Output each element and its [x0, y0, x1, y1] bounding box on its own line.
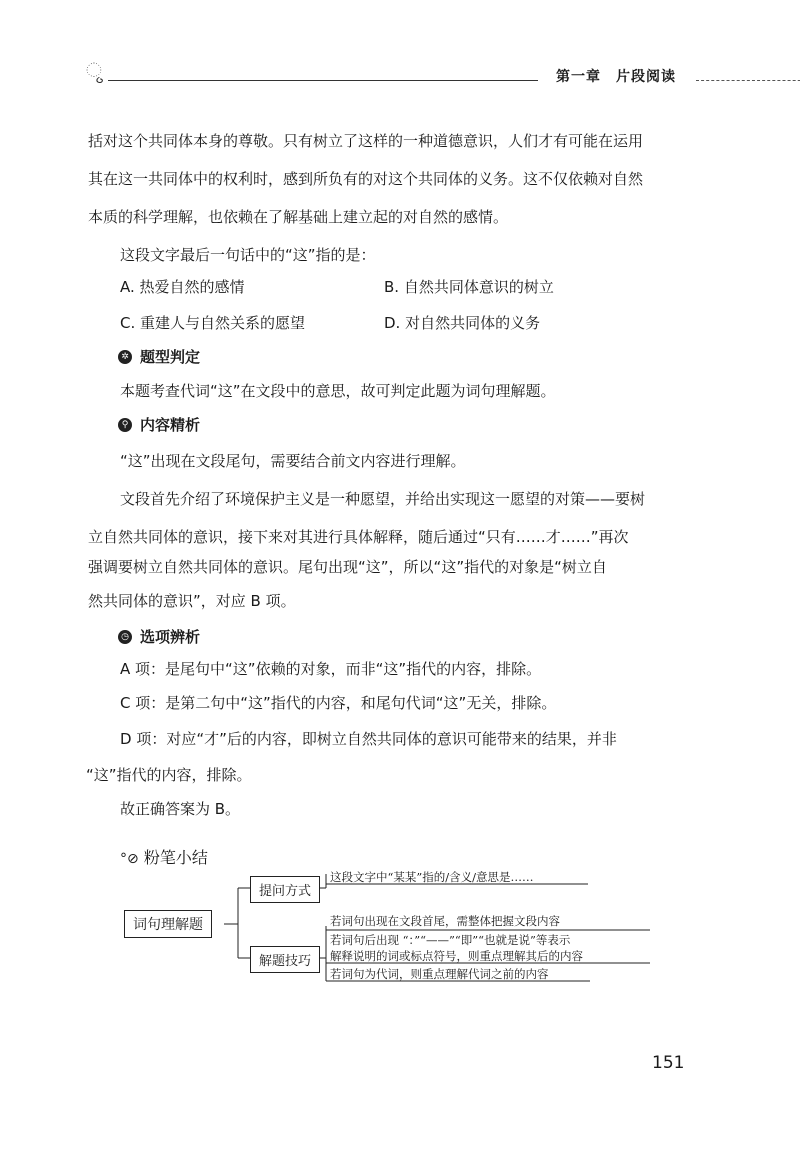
type-heading-label: 题型判定 — [140, 348, 201, 366]
mindmap-tip: 若词句为代词，则重点理解代词之前的内容 — [330, 967, 549, 981]
chalk-icon: °⊘ — [120, 851, 139, 867]
option-heading — [118, 626, 200, 647]
option-b: B. 自然共同体意识的树立 — [384, 278, 554, 296]
option-c: C. 重建人与自然关系的愿望 — [120, 314, 306, 332]
header-rule-right — [696, 80, 800, 81]
option-analysis-line: “这”指代的内容，排除。 — [86, 766, 252, 784]
option-heading-label: 选项辨析 — [140, 628, 201, 646]
mindmap-branch-techniques: 解题技巧 — [250, 946, 320, 973]
passage-line: 其在这一共同体中的权利时，感到所负有的对这个共同体的义务。这不仅依赖对自然 — [88, 170, 644, 188]
mindmap-tip: 解释说明的词或标点符号，则重点理解其后的内容 — [330, 949, 583, 963]
option-d: D. 对自然共同体的义务 — [384, 314, 541, 332]
page-header — [86, 58, 736, 88]
type-text: 本题考查代词“这”在文段中的意思，故可判定此题为词句理解题。 — [120, 382, 556, 400]
summary-mindmap — [120, 866, 680, 986]
question-text: 这段文字最后一句话中的“这”指的是： — [120, 246, 376, 264]
type-heading — [118, 346, 200, 367]
passage-line: 本质的科学理解，也依赖在了解基础上建立起的对自然的感情。 — [88, 208, 509, 226]
content-line: 立自然共同体的意识，接下来对其进行具体解释，随后通过“只有……才……”再次 — [88, 528, 629, 546]
mindmap-branch-question-method: 提问方式 — [250, 876, 320, 903]
mindmap-question-text: 这段文字中“某某”指的/含义/意思是…… — [330, 870, 534, 884]
content-heading — [118, 414, 200, 435]
option-analysis-line: A 项：是尾句中“这”依赖的对象，而非“这”指代的内容，排除。 — [120, 660, 542, 678]
answer-text: 故正确答案为 B。 — [120, 800, 241, 818]
option-analysis-line: D 项：对应“才”后的内容，即树立自然共同体的意识可能带来的结果，并非 — [120, 730, 617, 748]
clock-icon: ◷ — [118, 630, 132, 644]
option-a: A. 热爱自然的感情 — [120, 278, 245, 296]
summary-title — [120, 845, 208, 868]
content-line: 然共同体的意识”，对应 B 项。 — [88, 592, 296, 610]
gear-icon: ✲ — [118, 350, 132, 364]
magnifier-icon: ⚲ — [118, 418, 132, 432]
mindmap-tip: 若词句出现在文段首尾，需整体把握文段内容 — [330, 914, 560, 928]
mindmap-root: 词句理解题 — [124, 910, 212, 938]
content-heading-label: 内容精析 — [140, 416, 201, 434]
summary-title-label: 粉笔小结 — [143, 848, 208, 867]
header-rule — [108, 80, 538, 81]
page-number: 151 — [652, 1053, 685, 1073]
passage-line: 括对这个共同体本身的尊敬。只有树立了这样的一种道德意识，人们才有可能在运用 — [88, 132, 644, 150]
content-line: “这”出现在文段尾句，需要结合前文内容进行理解。 — [120, 452, 466, 470]
mindmap-tip: 若词句后出现 “：”“——”“即”“也就是说”等表示 — [330, 933, 571, 947]
content-line: 文段首先介绍了环境保护主义是一种愿望，并给出实现这一愿望的对策——要树 — [120, 490, 646, 508]
chapter-title: 第一章 片段阅读 — [556, 69, 676, 85]
option-analysis-line: C 项：是第二句中“这”指代的内容，和尾句代词“这”无关，排除。 — [120, 694, 557, 712]
content-line: 强调要树立自然共同体的意识。尾句出现“这”，所以“这”指代的对象是“树立自 — [88, 558, 607, 576]
leaf-sprout-icon: ୃ — [86, 58, 102, 82]
